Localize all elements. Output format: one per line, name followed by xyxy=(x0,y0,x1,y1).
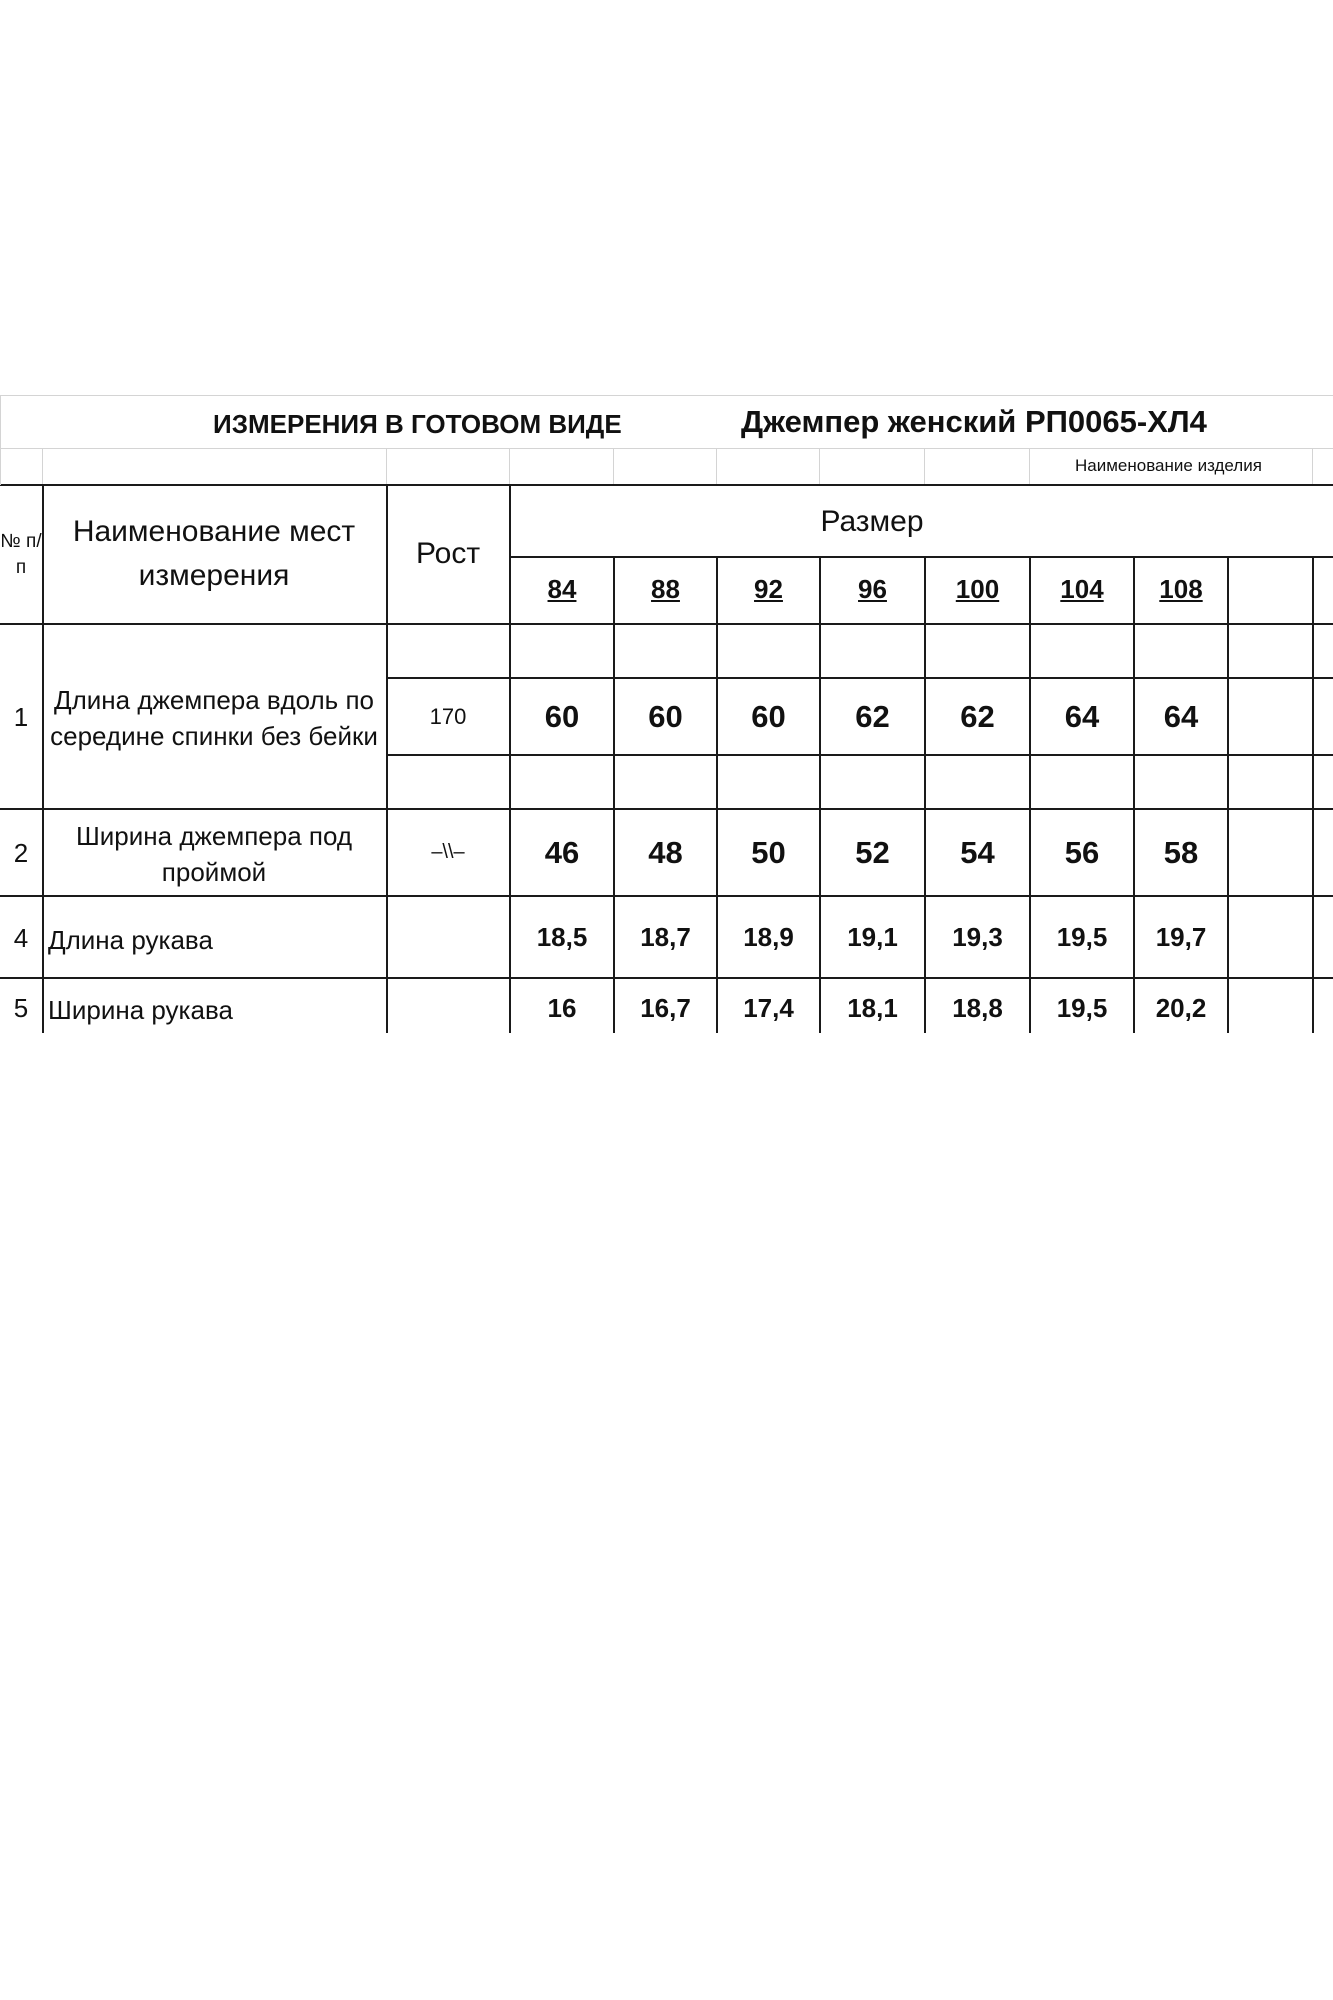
row-number: 4 xyxy=(13,923,29,953)
table-cell-value: 18,5 xyxy=(536,922,588,952)
table-cell-value: 18,7 xyxy=(640,922,691,952)
row-name-line2: середине спинки без бейки xyxy=(50,721,378,751)
grid-line xyxy=(509,448,510,484)
grid-line xyxy=(0,395,1333,396)
table-cell-value: 18,8 xyxy=(952,993,1003,1023)
row-name-line1: Ширина джемпера под xyxy=(75,821,353,851)
height-column-header: Рост xyxy=(415,537,481,570)
grid-line xyxy=(386,448,387,484)
grid-line xyxy=(819,448,820,484)
name-column-header-line1: Наименование мест xyxy=(72,515,356,548)
size-header: 104 xyxy=(1060,574,1104,604)
grid-line xyxy=(42,448,43,484)
num-column-header xyxy=(0,529,42,580)
table-cell-value: 64 xyxy=(1163,699,1199,734)
table-cell-value: 19,3 xyxy=(952,922,1003,952)
size-header: 92 xyxy=(754,574,783,604)
table-cell-value: 16 xyxy=(547,993,577,1023)
grid-line xyxy=(613,448,614,484)
grid-line xyxy=(386,754,1333,756)
grid-line xyxy=(0,448,1333,449)
table-cell-value: 19,1 xyxy=(847,922,898,952)
table-cell-value: 19,5 xyxy=(1056,993,1108,1023)
grid-line xyxy=(613,556,615,1033)
table-cell-value: 56 xyxy=(1064,835,1100,870)
grid-line xyxy=(1029,448,1030,484)
table-cell-value: 48 xyxy=(648,835,683,870)
product-name: Джемпер женский РП0065-ХЛ4 xyxy=(741,404,1207,439)
grid-line xyxy=(386,677,1333,679)
table-cell-value: 50 xyxy=(751,835,786,870)
table-cell-value: 17,4 xyxy=(743,993,794,1023)
table-cell-value: 60 xyxy=(751,699,786,734)
grid-line xyxy=(716,448,717,484)
grid-line xyxy=(0,484,1333,486)
row-height: 170 xyxy=(429,704,467,729)
table-cell-value: 52 xyxy=(855,835,890,870)
table-cell-value: 19,7 xyxy=(1155,922,1207,952)
table-cell-value: 60 xyxy=(544,699,580,734)
row-number: 1 xyxy=(13,702,29,732)
row-name: Длина рукава xyxy=(48,925,213,955)
row-height: –\\– xyxy=(431,841,465,863)
size-header: 84 xyxy=(547,574,577,604)
grid-line xyxy=(924,448,925,484)
grid-line xyxy=(1227,556,1229,1033)
table-cell-value: 46 xyxy=(544,835,580,870)
size-header: 108 xyxy=(1159,574,1203,604)
grid-line xyxy=(509,556,1333,558)
grid-line xyxy=(716,556,718,1033)
table-cell-value: 62 xyxy=(855,699,890,734)
table-cell-value: 58 xyxy=(1163,835,1199,870)
row-name-line2: проймой xyxy=(161,857,267,887)
size-header: 100 xyxy=(955,574,1000,604)
grid-line xyxy=(1312,448,1313,484)
name-column-header-line2: измерения xyxy=(138,559,290,592)
grid-line xyxy=(509,484,511,1033)
table-cell-value: 18,1 xyxy=(847,993,898,1023)
row-number: 5 xyxy=(13,993,29,1023)
grid-line xyxy=(1133,556,1135,1033)
table-cell-value: 20,2 xyxy=(1155,993,1207,1023)
grid-line xyxy=(1029,556,1031,1033)
sheet-title: ИЗМЕРЕНИЯ В ГОТОВОМ ВИДЕ xyxy=(213,409,622,439)
size-chart-sheet xyxy=(0,393,1333,1033)
row-number: 2 xyxy=(13,838,29,868)
grid-line xyxy=(0,395,1,485)
table-cell-value: 64 xyxy=(1064,699,1100,734)
table-cell-value: 16,7 xyxy=(640,993,691,1023)
table-cell-value: 18,9 xyxy=(743,922,794,952)
num-column-label: № п/п xyxy=(0,531,42,578)
table-cell-value: 19,5 xyxy=(1056,922,1108,952)
size-group-header: Размер xyxy=(820,505,924,538)
grid-line xyxy=(924,556,926,1033)
product-caption: Наименование изделия xyxy=(1075,456,1262,475)
row-name-line1: Длина джемпера вдоль по xyxy=(54,685,374,715)
grid-line xyxy=(1312,556,1314,1033)
grid-line xyxy=(819,556,821,1033)
size-header: 88 xyxy=(651,574,680,604)
row-name: Ширина рукава xyxy=(48,995,233,1025)
size-header: 96 xyxy=(858,574,887,604)
table-cell-value: 60 xyxy=(648,699,683,734)
table-cell-value: 62 xyxy=(960,699,995,734)
table-cell-value: 54 xyxy=(960,835,995,870)
